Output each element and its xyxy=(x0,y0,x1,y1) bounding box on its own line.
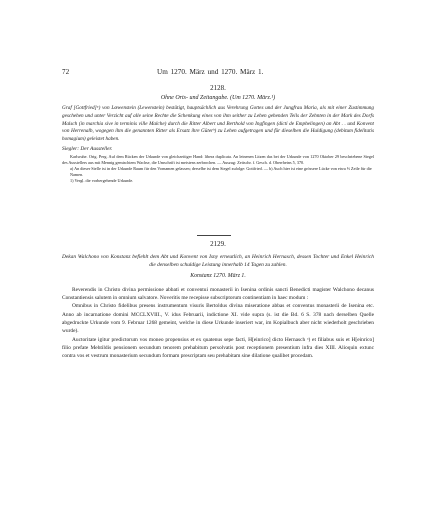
charter-archival-note: Karlsruhe. Orig. Perg. Auf dem Rücken der Urkunde von gleichzeitiger Hand: libera duplicata. An leinenen Litzen das bei der Urkunde von 1270 Oktober 29 beschriebene Siegel des Ausstellers aus mit Mennig gemischtem Wachse, die Umschrift ist meistens zerbrochen. — Auszug: Zeitschr. f. Gesch. d. Oberrheins 5, 370. xyxy=(62,153,374,166)
charter-body-paragraph: Auctoritate igitur predictorum vos moneo propensius et ex quatenus sepe facti, H[einrico] dicto Hernasch ᵃ) et filiabus suis et H[einrico] filio prefate Mehtildis pensionem secundum tenorem prehabitum persolvatis post receptionem presentium infra dies XIII. Alioquin extunc contra vos et vestrum monasterium secundum formam prescriptam seu prehabitam sine dilatione qualibet procedam. xyxy=(62,336,374,360)
charter-body-paragraph: Omnibus in Christo fidelibus presens instrumentum visuris Bertoldus divina miseratione abbas et conventus monasterii de Isenina etc. Anno ab incarnatione domini MCCLXVIII., V. idus Februarii, indictione XI. vide supra (s. ist die Bd. 6 S. 378 nach derselben Quelle abgedruckte Urkunde vom 9. Februar 1268 gemeint, welche in diese Urkunde inseriert war, im Kopialbuch aber nicht wiederholt geschrieben wurde). xyxy=(62,303,374,335)
charter-siegler: Siegler: Der Aussteller. xyxy=(62,145,113,152)
charter-2129 xyxy=(62,240,374,360)
footnote-1: 1) Vergl. die vorhergehende Urkunde. xyxy=(70,178,134,184)
charter-body-paragraph: Reverendis in Christo divina permissione abbati et conventui monasterii in Isenina ordinis sancti Benedicti magister Walchono decanus Constantiensis salutem in omnium salvatore. Noveritis me recepisse subscriptorum continentiam in haec modum : xyxy=(62,286,374,302)
charter-number: 2129. xyxy=(210,240,226,248)
charter-regest: Graf [Gottfried]ᵃ) von Lœwenstein (Lewenstein) bestätigt, hauptsächlich aus Verehrung Gottes und der Jungfrau Maria, als mit einer Zustimmung geschehen und unter Verzicht auf alle seine Rechte die Schenkung eines von ihm seither zu Lehen gehenden Teils der Zehnten in der Mark des Dorfs Malsch (in marchia sive in terminis ville Malche) durch die Ritter Albert und Berthold von Ingfingen (dicti de Emphelingen) an Abt . . und Konvent von Herrenalb, wogegen ihm die genannten Ritter als Ersatz ihre Güterᵇ) zu Lehen aufgetragen und für dieselben die Huldigung (debitum fidelitatis homagium) geleistet haben. xyxy=(62,105,374,143)
section-divider xyxy=(197,235,231,236)
footnote-a: a) An dieser Stelle ist in der Urkunde Raum für den Vornamen gelassen; derselbe ist dem Siegel zufolge: Gottfried. — b) Auch hier ist eine grössere Lücke von etwa ⅔ Zeile für die Namen. xyxy=(70,166,372,178)
charter-place-date: Konstanz 1270. März 1. xyxy=(190,272,246,279)
page-number: 72 xyxy=(62,68,70,76)
charter-caption: Ohne Orts- und Zeitangabe. (Um 1270. März.¹) xyxy=(160,95,276,101)
running-head: Um 1270. März und 1270. März 1. xyxy=(157,68,264,76)
charter-2128 xyxy=(62,84,374,184)
charter-regest: Dekan Walchono von Konstanz befiehlt dem Abt und Konvent von Isny erneutlich, an Heinrich Hernasch, dessen Tochter und Enkel Heinrich die denselben schuldige Leistung innerhalb 14 Tagen zu zahlen. xyxy=(62,254,374,268)
charter-number: 2128. xyxy=(210,84,226,92)
